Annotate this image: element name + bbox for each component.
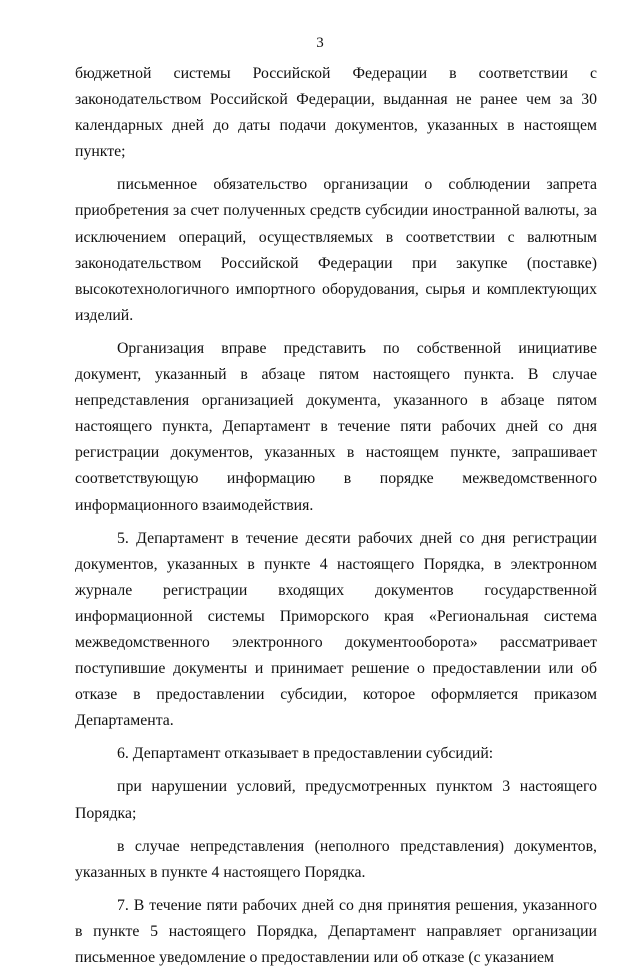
paragraph-item-5-review: 5. Департамент в течение десяти рабочих дней со дня регистрации документов, указанных в пункте 4 настоящего Порядка, в электронном журнале регистрации входящих документов государственной информационной системы Приморского края «Региональная система межведомственного электронного документооборота» рассматривает поступившие документы и принимает решение о предоставлении или об отказе в предоставлении субсидии, которое оформляется приказом Департамента. xyxy=(75,529,597,730)
paragraph-own-initiative-document: Организация вправе представить по собственной инициативе документ, указанный в абзаце пятом настоящего пункта. В случае непредставления организацией документа, указанного в абзаце пятом настоящего пункта, Департамент в течение пяти рабочих дней со дня регистрации документов, указанных в настоящем пункте, запрашивает соответствующую информацию в порядке межведомственного информационного взаимодействия. xyxy=(75,339,597,514)
paragraph-refusal-condition-2: в случае непредставления (неполного представления) документов, указанных в пункте 4 настоящего Порядка. xyxy=(75,837,597,881)
document-body xyxy=(75,61,597,971)
page-number: 3 xyxy=(316,35,324,51)
paragraph-item-6-refusal: 6. Департамент отказывает в предоставлении субсидий: xyxy=(117,745,494,763)
paragraph-currency-obligation: письменное обязательство организации о соблюдении запрета приобретения за счет полученных средств субсидии иностранной валюты, за исключением операций, осуществляемых в соответствии с валютным законодательством Российской Федерации при закупке (поставке) высокотехнологичного импортного оборудования, сырья и комплектующих изделий. xyxy=(75,176,597,324)
paragraph-continuation-tax-certificate: бюджетной системы Российской Федерации в соответствии с законодательством Российской Федерации, выданная не ранее чем за 30 календарных дней до даты подачи документов, указанных в настоящем пункте; xyxy=(75,65,597,161)
paragraph-item-7-notification: 7. В течение пяти рабочих дней со дня принятия решения, указанного в пункте 5 настоящего Порядка, Департамент направляет организации письменное уведомление о предоставлении или об отказе (с указанием xyxy=(75,896,597,966)
paragraph-refusal-condition-1: при нарушении условий, предусмотренных пунктом 3 настоящего Порядка; xyxy=(75,778,597,822)
